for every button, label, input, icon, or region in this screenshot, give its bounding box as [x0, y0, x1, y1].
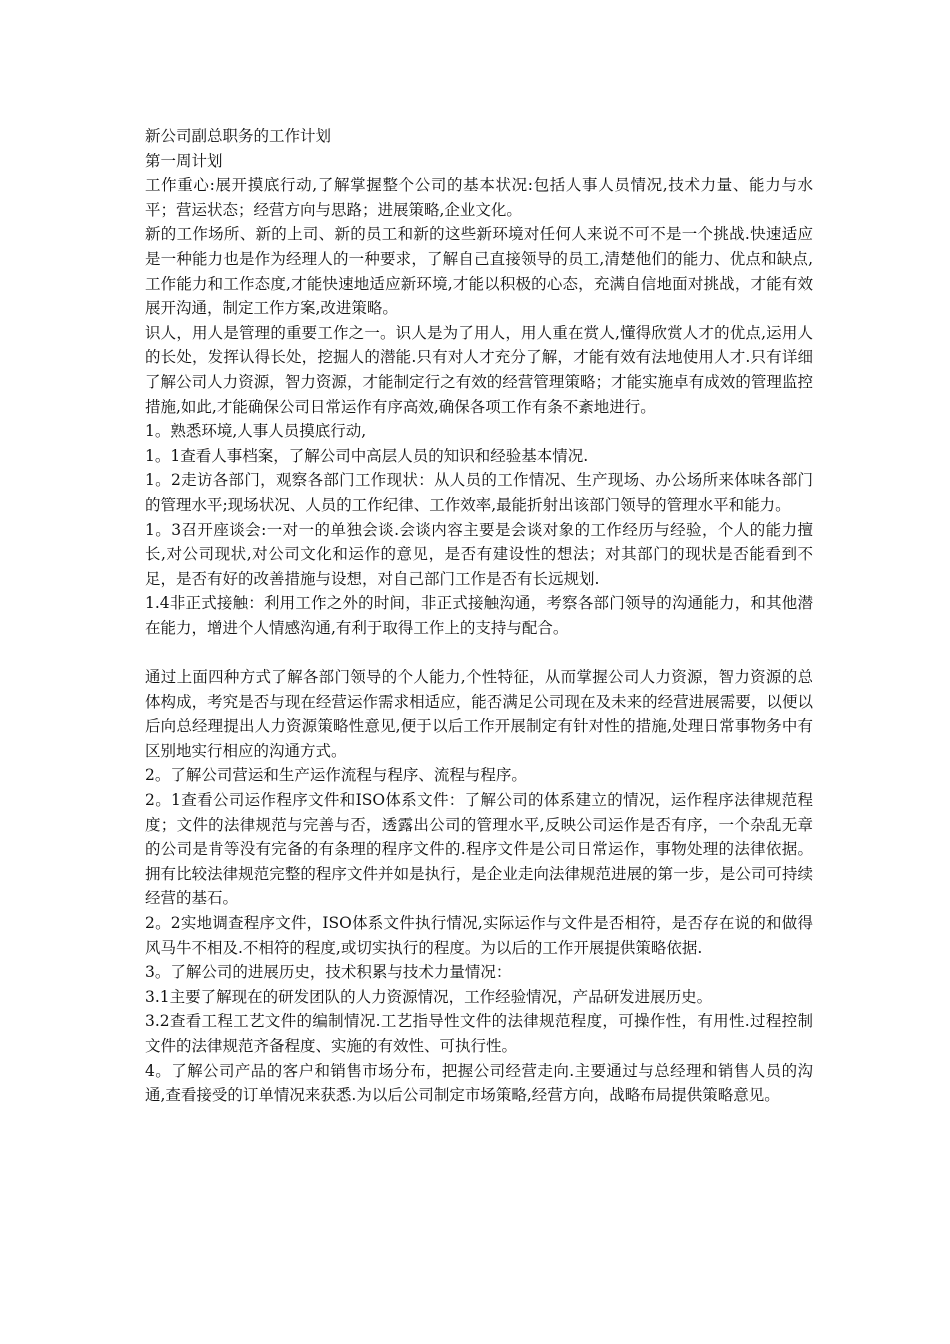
paragraph: 4。了解公司产品的客户和销售市场分布，把握公司经营走向.主要通过与总经理和销售人员的沟通,查看接受的订单情况来获悉.为以后公司制定市场策略,经营方向，战略布局提供策略意见。: [145, 1061, 813, 1105]
paragraph: 第一周计划: [145, 151, 223, 170]
paragraph: 3.2查看工程工艺文件的编制情况.工艺指导性文件的法律规范程度，可操作性，有用性.过程控制文件的法律规范齐备程度、实施的有效性、可执行性。: [145, 1012, 813, 1055]
paragraph: 2。了解公司营运和生产运作流程与程序、流程与程序。: [145, 766, 527, 785]
paragraph: 2。2实地调查程序文件，ISO体系文件执行情况,实际运作与文件是否相符，是否存在说的和做得风马牛不相及.不相符的程度,或切实执行的程度。为以后的工作开展提供策略依据.: [145, 914, 813, 957]
document-body: [145, 124, 813, 1108]
paragraph: 1。熟悉环境,人事人员摸底行动,: [145, 422, 367, 441]
paragraph: 识人，用人是管理的重要工作之一。识人是为了用人，用人重在赏人,懂得欣赏人才的优点,运用人的长处，发挥认得长处，挖掘人的潜能.只有对人才充分了解，才能有效有法地使用人才.只有详细了解公司人力资源，智力资源，才能制定行之有效的经营管理策略；才能实施卓有成效的管理监控措施,如此,才能确保公司日常运作有序高效,确保各项工作有条不紊地进行。: [145, 323, 813, 416]
paragraph: 1.4非正式接触：利用工作之外的时间，非正式接触沟通，考察各部门领导的沟通能力，和其他潜在能力，增进个人情感沟通,有利于取得工作上的支持与配合。: [145, 594, 813, 637]
paragraph: 3.1主要了解现在的研发团队的人力资源情况，工作经验情况，产品研发进展历史。: [145, 987, 713, 1006]
paragraph: 新的工作场所、新的上司、新的员工和新的这些新环境对任何人来说不可不是一个挑战.快速适应是一种能力也是作为经理人的一种要求，了解自己直接领导的员工,清楚他们的能力、优点和缺点,工作能力和工作态度,才能快速地适应新环境,才能以积极的心态，充满自信地面对挑战，才能有效展开沟通，制定工作方案,改进策略。: [145, 225, 813, 318]
paragraph: 工作重心:展开摸底行动,了解掌握整个公司的基本状况:包括人事人员情况,技术力量、能力与水平；营运状态；经营方向与思路；进展策略,企业文化。: [145, 176, 813, 219]
paragraph: 1。3召开座谈会:一对一的单独会谈.会谈内容主要是会谈对象的工作经历与经验，个人的能力擅长,对公司现状,对公司文化和运作的意见，是否有建设性的想法；对其部门的现状是否能看到不足，是否有好的改善措施与设想，对自己部门工作是否有长远规划.: [145, 520, 813, 588]
paragraph: 2。1查看公司运作程序文件和ISO体系文件：了解公司的体系建立的情况，运作程序法律规范程度；文件的法律规范与完善与否，透露出公司的管理水平,反映公司运作是否有序，一个杂乱无章的公司是肯等没有完备的有条理的程序文件的.程序文件是公司日常运作，事物处理的法律依据。拥有比较法律规范完整的程序文件并如是执行，是企业走向法律规范进展的第一步，是公司可持续经营的基石。: [145, 791, 813, 908]
paragraph: 1。2走访各部门，观察各部门工作现状：从人员的工作情况、生产现场、办公场所来体味各部门的管理水平;现场状况、人员的工作纪律、工作效率,最能折射出该部门领导的管理水平和能力。: [145, 471, 813, 514]
paragraph: 1。1查看人事档案，了解公司中高层人员的知识和经验基本情况.: [145, 446, 589, 465]
blank-line: [145, 640, 813, 665]
paragraph: 3。了解公司的进展历史，技术积累与技术力量情况：: [145, 963, 512, 982]
document-title: 新公司副总职务的工作计划: [145, 127, 332, 145]
paragraph: 通过上面四种方式了解各部门领导的个人能力,个性特征，从而掌握公司人力资源，智力资源的总体构成，考究是否与现在经营运作需求相适应，能否满足公司现在及未来的经营进展需要，以便以后向总经理提出人力资源策略性意见,便于以后工作开展制定有针对性的措施,处理日常事物务中有区别地实行相应的沟通方式。: [145, 668, 813, 760]
